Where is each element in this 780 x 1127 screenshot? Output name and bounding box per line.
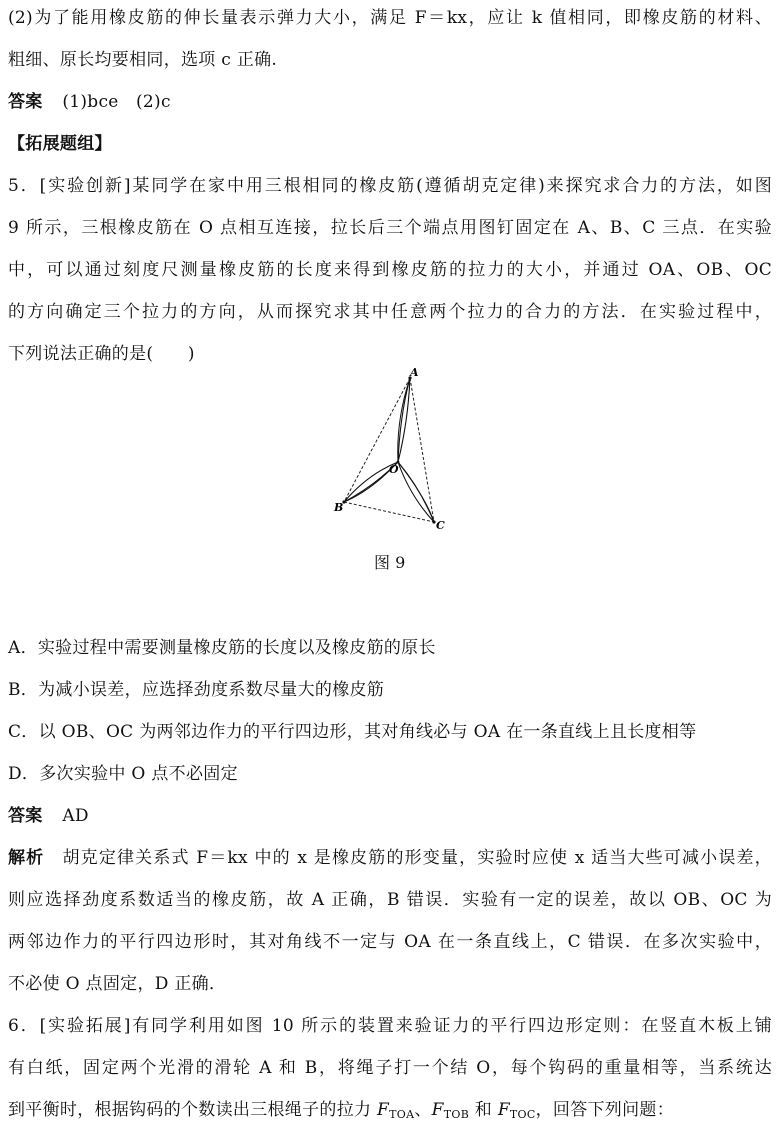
option-b: B．为减小误差，应选择劲度系数尽量大的橡皮筋: [8, 680, 385, 700]
analysis-line: 则应选择劲度系数适当的橡皮筋，故 A 正确，B 错误．实验有一定的误差，故以 OB、OC 为: [8, 890, 772, 910]
answer-label: 答案: [8, 92, 43, 112]
question-5-line: 下列说法正确的是( ): [8, 344, 195, 364]
answer-text: (1)bce (2)c: [62, 92, 171, 112]
label-o: O: [389, 463, 399, 476]
paragraph-line: 粗细、原长均要相同，选项 c 正确.: [8, 50, 278, 70]
dashed-line-ab: [344, 378, 410, 502]
question-6-line: 有白纸，固定两个光滑的滑轮 A 和 B，将绳子打一个结 O，每个钩码的重量相等，当系统达: [8, 1058, 772, 1078]
analysis-label: 解析: [8, 848, 45, 868]
section-title: 【拓展题组】: [8, 134, 112, 154]
question-5-line: 5．[实验创新]某同学在家中用三根相同的橡皮筋(遵循胡克定律)来探究求合力的方法，如图: [8, 176, 773, 196]
analysis-line: 不必使 O 点固定，D 正确．: [8, 974, 227, 994]
label-c: C: [436, 519, 445, 532]
label-a: A: [410, 366, 419, 379]
question-number: 5．: [8, 176, 40, 196]
answer-line: [8, 804, 772, 828]
answer-line: [8, 90, 772, 114]
question-tag: [实验拓展]: [39, 1016, 131, 1036]
question-number: 6．: [8, 1016, 40, 1036]
paragraph-line: (2)为了能用橡皮筋的伸长量表示弹力大小，满足 F＝kx，应让 k 值相同，即橡皮筋的材料、: [8, 8, 772, 28]
question-6-line: 6．[实验拓展]有同学利用如图 10 所示的装置来验证力的平行四边形定则：在竖直木板上铺: [8, 1016, 772, 1036]
figure-9-diagram: [330, 360, 450, 535]
analysis-line: 两邻边作力的平行四边形时，其对角线不一定与 OA 在一条直线上，C 错误．在多次实验中，: [8, 932, 772, 952]
analysis-line: 解析 胡克定律关系式 F＝kx 中的 x 是橡皮筋的形变量，实验时应使 x 适当大些可减小误差，: [8, 848, 772, 868]
question-5-line: 的方向确定三个拉力的方向，从而探究求其中任意两个拉力的合力的方法．在实验过程中，: [8, 302, 772, 322]
option-c: C．以 OB、OC 为两邻边作力的平行四边形，其对角线必与 OA 在一条直线上且长度相等: [8, 722, 697, 742]
question-5-line: 中，可以通过刻度尺测量橡皮筋的长度来得到橡皮筋的拉力的大小，并通过 OA、OB、OC: [8, 260, 772, 280]
dashed-line-ac: [410, 378, 434, 522]
rubber-band-oa-edge: [398, 378, 410, 462]
answer-text: AD: [62, 806, 89, 826]
question-6-line: 到平衡时，根据钩码的个数读出三根绳子的拉力 $F_{TOA}$、$F_{TOB}$ 和 $F_{TOC}$，回答下列问题：: [8, 1100, 674, 1121]
option-d: D．多次实验中 O 点不必固定: [8, 764, 238, 784]
label-b: B: [334, 501, 344, 514]
figure-caption: 图 9: [374, 553, 406, 572]
question-5-line: 9 所示，三根橡皮筋在 O 点相互连接，拉长后三个端点用图钉固定在 A、B、C 三点．在实验: [8, 218, 772, 238]
answer-label: 答案: [8, 806, 43, 826]
option-a: A．实验过程中需要测量橡皮筋的长度以及橡皮筋的原长: [8, 638, 436, 658]
question-tag: [实验创新]: [39, 176, 131, 196]
